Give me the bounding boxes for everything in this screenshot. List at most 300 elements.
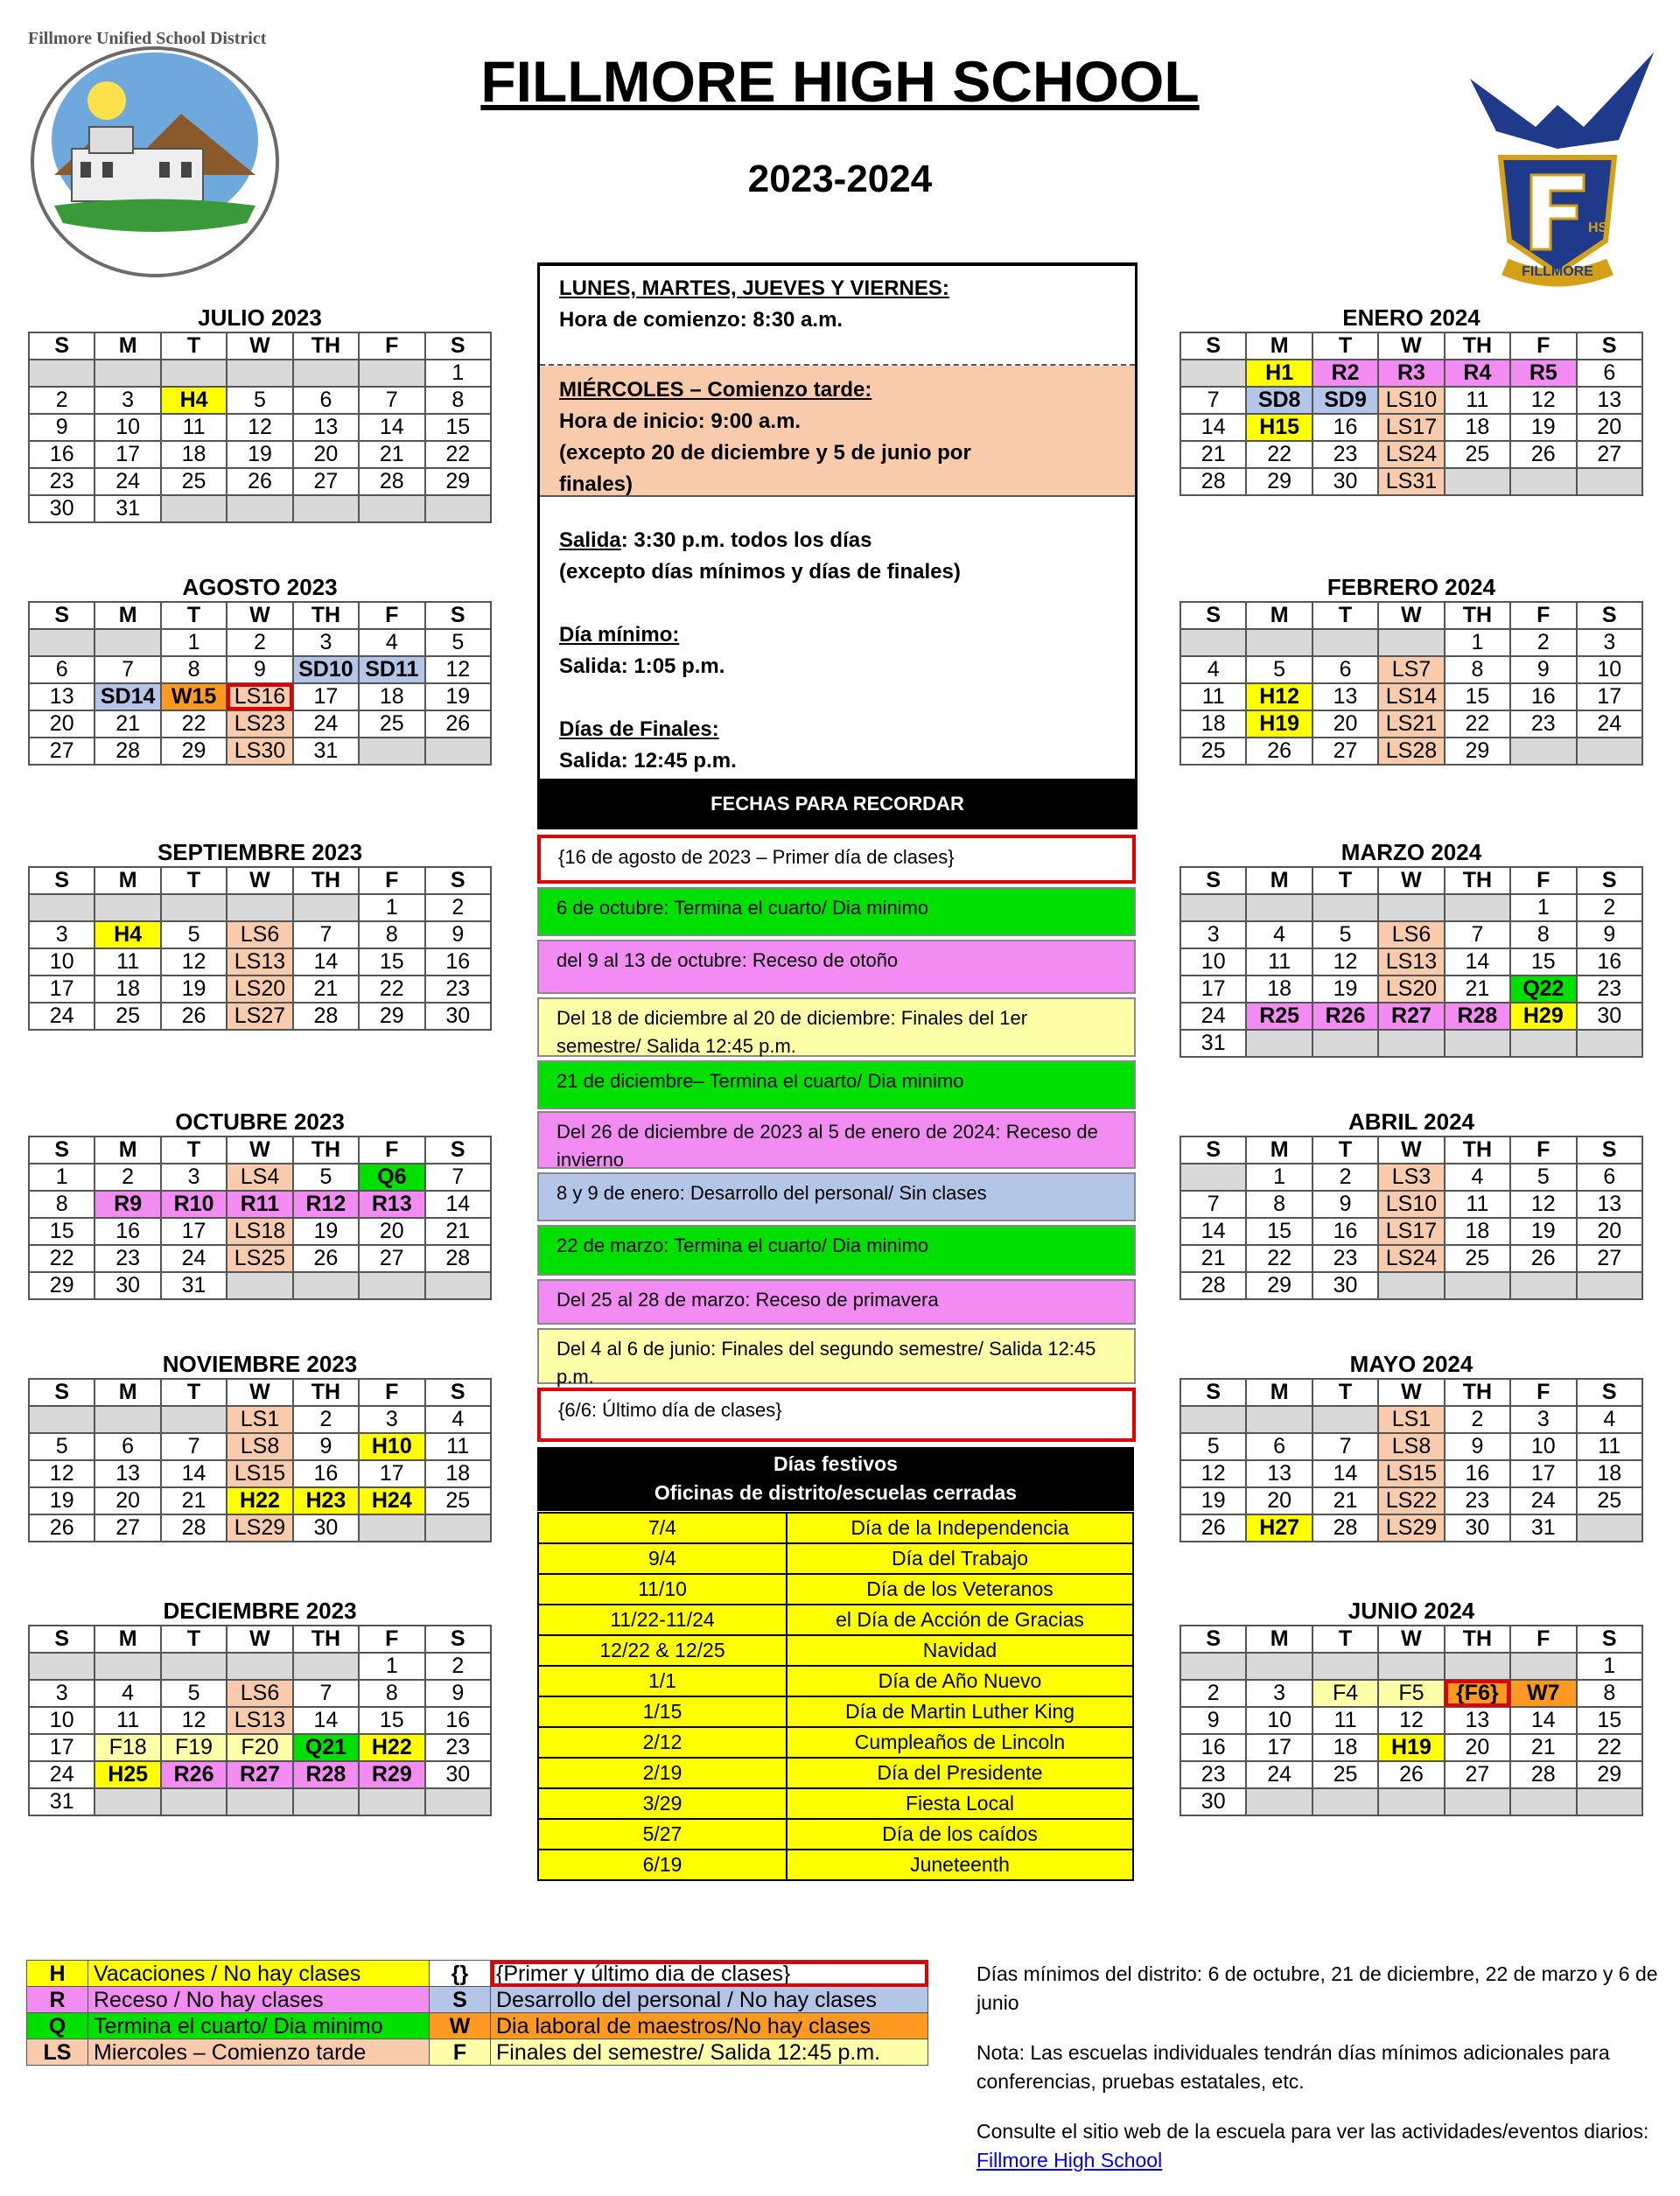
wednesday-schedule-section	[540, 366, 1135, 497]
day-cell: 23	[1445, 1487, 1510, 1514]
day-cell: 2	[425, 894, 491, 921]
day-cell: 27	[293, 468, 359, 495]
day-cell: 7	[1312, 1433, 1378, 1460]
wednesday-start-time: Hora de inicio: 9:00 a.m.	[559, 409, 802, 433]
day-cell: F5	[1378, 1680, 1444, 1707]
weekday-header: TH	[1445, 1379, 1510, 1406]
weekday-header: M	[94, 602, 160, 629]
date-to-remember: Del 18 de diciembre al 20 de diciembre: Finales del 1er semestre/ Salida 12:45 p.m.	[537, 997, 1136, 1057]
week-row	[29, 1680, 491, 1707]
day-cell: 10	[1246, 1707, 1312, 1734]
holiday-name: Navidad	[787, 1635, 1133, 1666]
empty-day-cell	[1312, 1406, 1378, 1433]
weekday-header: S	[29, 867, 94, 894]
holiday-date: 7/4	[538, 1513, 787, 1543]
day-cell: 5	[29, 1433, 94, 1460]
month-may-2024	[1180, 1350, 1643, 1542]
day-cell: 1	[1445, 629, 1510, 656]
day-cell: H29	[1510, 1003, 1576, 1030]
day-cell: 8	[1577, 1680, 1642, 1707]
week-row	[29, 387, 491, 414]
day-cell: 21	[293, 976, 359, 1003]
day-cell: 3	[29, 1680, 94, 1707]
day-cell: LS7	[1378, 656, 1444, 683]
empty-day-cell	[94, 1653, 160, 1680]
wednesday-title: MIÉRCOLES – Comienzo tarde:	[559, 378, 872, 402]
day-cell: 13	[1577, 1191, 1642, 1218]
day-cell: 18	[1445, 414, 1510, 441]
day-cell: 31	[293, 738, 359, 765]
day-cell: 20	[1577, 1218, 1642, 1245]
weekday-header: M	[94, 1136, 160, 1164]
month-grid	[28, 866, 492, 1031]
day-cell: LS18	[227, 1218, 292, 1245]
day-cell: 11	[94, 1707, 160, 1734]
day-cell: R11	[227, 1191, 292, 1218]
legend-row	[27, 1987, 928, 2013]
day-cell: 28	[161, 1514, 227, 1542]
day-cell: R29	[359, 1761, 424, 1788]
empty-day-cell	[1246, 629, 1312, 656]
day-cell: LS8	[1378, 1433, 1444, 1460]
day-cell: 9	[1577, 921, 1642, 948]
week-row	[1180, 1030, 1642, 1057]
empty-day-cell	[1510, 468, 1576, 495]
day-cell: H22	[227, 1487, 292, 1514]
day-cell: SD11	[359, 656, 424, 683]
day-cell: F19	[161, 1734, 227, 1761]
weekday-header: W	[227, 1379, 292, 1406]
page-title: FILLMORE HIGH SCHOOL	[480, 49, 1200, 114]
weekday-header: M	[1246, 1379, 1312, 1406]
day-cell: 1	[161, 629, 227, 656]
legend-text: Finales del semestre/ Salida 12:45 p.m.	[491, 2039, 928, 2066]
day-cell: LS28	[1378, 738, 1444, 765]
weekday-header: S	[1180, 867, 1246, 894]
day-cell: 11	[1246, 948, 1312, 976]
day-cell: 19	[29, 1487, 94, 1514]
empty-day-cell	[29, 360, 94, 387]
day-cell: H23	[293, 1487, 359, 1514]
day-cell: 26	[1246, 738, 1312, 765]
date-to-remember: del 9 al 13 de octubre: Receso de otoño	[537, 940, 1136, 994]
day-cell: LS13	[1378, 948, 1444, 976]
empty-day-cell	[1577, 1030, 1642, 1057]
day-cell: 15	[1510, 948, 1576, 976]
legend-text: Miercoles – Comienzo tarde	[88, 2039, 430, 2066]
week-row	[29, 468, 491, 495]
empty-day-cell	[425, 495, 491, 522]
day-cell: 25	[1445, 441, 1510, 468]
empty-day-cell	[359, 738, 424, 765]
day-cell: 28	[1510, 1761, 1576, 1788]
day-cell: 20	[1246, 1487, 1312, 1514]
empty-day-cell	[1312, 1788, 1378, 1815]
day-cell: 30	[1180, 1788, 1246, 1815]
day-cell: 9	[1312, 1191, 1378, 1218]
day-cell: 23	[1577, 976, 1642, 1003]
day-cell: 28	[293, 1003, 359, 1030]
day-cell: LS30	[227, 738, 292, 765]
schedule-info-box	[537, 262, 1138, 779]
week-row	[1180, 948, 1642, 976]
weekday-header: S	[425, 332, 491, 360]
day-cell: 23	[1180, 1761, 1246, 1788]
dates-to-remember-header: FECHAS PARA RECORDAR	[537, 779, 1138, 829]
empty-day-cell	[227, 1272, 292, 1299]
day-cell: 19	[1312, 976, 1378, 1003]
day-cell: 20	[1312, 710, 1378, 738]
empty-day-cell	[1312, 1653, 1378, 1680]
holidays-header	[537, 1447, 1134, 1511]
day-cell: 1	[359, 894, 424, 921]
empty-day-cell	[293, 1788, 359, 1815]
empty-day-cell	[161, 495, 227, 522]
month-title: ENERO 2024	[1342, 304, 1480, 331]
day-cell: LS29	[1378, 1514, 1444, 1542]
day-cell: 17	[29, 1734, 94, 1761]
weekday-header: S	[29, 1136, 94, 1164]
day-cell: 26	[425, 710, 491, 738]
week-row	[1180, 1272, 1642, 1299]
day-cell: 26	[227, 468, 292, 495]
weekday-header: F	[359, 332, 424, 360]
empty-day-cell	[1378, 894, 1444, 921]
day-cell: H1	[1246, 360, 1312, 387]
day-cell: LS27	[227, 1003, 292, 1030]
finals-day-title: Días de Finales:	[559, 717, 719, 741]
week-row	[1180, 1707, 1642, 1734]
empty-day-cell	[227, 1788, 292, 1815]
day-cell: 20	[1577, 414, 1642, 441]
day-cell: 12	[1378, 1707, 1444, 1734]
day-cell: R26	[1312, 1003, 1378, 1030]
date-to-remember: Del 25 al 28 de marzo: Receso de primavera	[537, 1279, 1136, 1325]
day-cell: F20	[227, 1734, 292, 1761]
date-to-remember: 22 de marzo: Termina el cuarto/ Dia minimo	[537, 1225, 1136, 1276]
day-cell: 6	[29, 656, 94, 683]
day-cell: 19	[1180, 1487, 1246, 1514]
day-cell: 2	[293, 1406, 359, 1433]
weekday-header: F	[359, 1136, 424, 1164]
weekday-header: S	[1577, 867, 1642, 894]
empty-day-cell	[1180, 1653, 1246, 1680]
day-cell: LS10	[1378, 387, 1444, 414]
day-cell: 29	[29, 1272, 94, 1299]
day-cell: 17	[293, 683, 359, 710]
day-cell: 14	[1445, 948, 1510, 976]
weekday-header: F	[359, 867, 424, 894]
day-cell: 17	[29, 976, 94, 1003]
holiday-row	[538, 1850, 1133, 1880]
holiday-name: Día de los caídos	[787, 1819, 1133, 1850]
legend-text: {Primer y último dia de clases}	[491, 1961, 928, 1987]
day-cell: 10	[1510, 1433, 1576, 1460]
week-row	[29, 1272, 491, 1299]
day-cell: 24	[1510, 1487, 1576, 1514]
day-cell: 9	[227, 656, 292, 683]
notes-section	[976, 1960, 1668, 2196]
day-cell: 18	[425, 1460, 491, 1487]
regular-start-time: Hora de comienzo: 8:30 a.m.	[559, 308, 844, 332]
day-cell: 9	[1180, 1707, 1246, 1734]
day-cell: 30	[29, 495, 94, 522]
day-cell: W7	[1510, 1680, 1576, 1707]
day-cell: 21	[425, 1218, 491, 1245]
day-cell: 16	[29, 441, 94, 468]
day-cell: R2	[1312, 360, 1378, 387]
month-september-2023	[28, 838, 492, 1031]
day-cell: 18	[359, 683, 424, 710]
day-cell: 28	[94, 738, 160, 765]
weekday-header: S	[425, 1379, 491, 1406]
day-cell: 6	[1577, 1164, 1642, 1191]
day-cell: 19	[425, 683, 491, 710]
day-cell: 9	[293, 1433, 359, 1460]
day-cell: W15	[161, 683, 227, 710]
day-cell: 11	[1445, 1191, 1510, 1218]
day-cell: LS31	[1378, 468, 1444, 495]
day-cell: 30	[1445, 1514, 1510, 1542]
day-cell: 11	[94, 948, 160, 976]
holiday-row	[538, 1543, 1133, 1574]
day-cell: R9	[94, 1191, 160, 1218]
month-title: SEPTIEMBRE 2023	[157, 839, 363, 865]
week-row	[29, 1003, 491, 1030]
day-cell: 2	[1510, 629, 1576, 656]
day-cell: SD10	[293, 656, 359, 683]
day-cell: 18	[1246, 976, 1312, 1003]
school-website-link[interactable]: Fillmore High School	[976, 2149, 1163, 2172]
day-cell: H19	[1246, 710, 1312, 738]
weekday-header: S	[1180, 602, 1246, 629]
weekday-header: T	[1312, 1626, 1378, 1653]
weekday-header: S	[1180, 1626, 1246, 1653]
day-cell: 1	[1577, 1653, 1642, 1680]
day-cell: 30	[94, 1272, 160, 1299]
day-cell: 21	[359, 441, 424, 468]
day-cell: 13	[94, 1460, 160, 1487]
empty-day-cell	[1510, 738, 1576, 765]
weekday-header: T	[1312, 1379, 1378, 1406]
day-cell: 28	[425, 1245, 491, 1272]
wednesday-exceptions: (excepto 20 de diciembre y 5 de junio por finales)	[559, 441, 971, 496]
weekday-header: S	[29, 602, 94, 629]
holiday-name: Día del Presidente	[787, 1758, 1133, 1788]
weekday-header: S	[29, 1626, 94, 1653]
empty-day-cell	[293, 894, 359, 921]
empty-day-cell	[1378, 1653, 1444, 1680]
empty-day-cell	[1378, 1030, 1444, 1057]
week-row	[1180, 1514, 1642, 1542]
day-cell: 26	[29, 1514, 94, 1542]
day-cell: 19	[1510, 1218, 1576, 1245]
day-cell: LS17	[1378, 1218, 1444, 1245]
month-grid	[28, 1378, 492, 1542]
empty-day-cell	[1445, 1788, 1510, 1815]
day-cell: R26	[161, 1761, 227, 1788]
holiday-row	[538, 1788, 1133, 1819]
day-cell: 12	[1312, 948, 1378, 976]
holiday-name: Juneteenth	[787, 1850, 1133, 1880]
day-cell: 3	[29, 921, 94, 948]
holiday-date: 11/10	[538, 1574, 787, 1605]
weekday-header: M	[94, 332, 160, 360]
day-cell: 30	[425, 1761, 491, 1788]
month-november-2023	[28, 1350, 492, 1542]
day-cell: 18	[161, 441, 227, 468]
weekday-header: TH	[1445, 1136, 1510, 1164]
day-cell: 5	[1312, 921, 1378, 948]
day-cell: 9	[29, 414, 94, 441]
empty-day-cell	[293, 1272, 359, 1299]
holiday-date: 2/12	[538, 1727, 787, 1758]
week-row	[1180, 656, 1642, 683]
week-row	[29, 441, 491, 468]
weekday-header: W	[1378, 1626, 1444, 1653]
empty-day-cell	[1510, 1030, 1576, 1057]
weekday-header: S	[29, 332, 94, 360]
weekday-header: M	[1246, 1626, 1312, 1653]
month-title: AGOSTO 2023	[182, 574, 338, 600]
week-row	[29, 1734, 491, 1761]
day-cell: LS13	[227, 948, 292, 976]
website-note-text: Consulte el sitio web de la escuela para ver las actividades/eventos diarios:	[976, 2120, 1649, 2143]
empty-day-cell	[161, 360, 227, 387]
day-cell: 26	[1510, 441, 1576, 468]
empty-day-cell	[227, 1653, 292, 1680]
day-cell: 29	[425, 468, 491, 495]
empty-day-cell	[1577, 1788, 1642, 1815]
week-row	[29, 1761, 491, 1788]
day-cell: 23	[29, 468, 94, 495]
day-cell: 15	[1246, 1218, 1312, 1245]
holiday-date: 5/27	[538, 1819, 787, 1850]
weekday-header: TH	[293, 332, 359, 360]
day-cell: 20	[29, 710, 94, 738]
month-grid	[28, 332, 492, 523]
day-cell: SD14	[94, 683, 160, 710]
day-cell: 11	[1180, 683, 1246, 710]
holiday-name: Cumpleaños de Lincoln	[787, 1727, 1133, 1758]
holiday-date: 9/4	[538, 1543, 787, 1574]
weekday-header: W	[227, 602, 292, 629]
day-cell: 16	[1577, 948, 1642, 976]
week-row	[1180, 1680, 1642, 1707]
day-cell: 5	[1180, 1433, 1246, 1460]
holiday-row	[538, 1574, 1133, 1605]
day-cell: 14	[1510, 1707, 1576, 1734]
empty-day-cell	[1577, 738, 1642, 765]
eagle-mascot-logo	[1452, 44, 1662, 289]
empty-day-cell	[161, 1788, 227, 1815]
dismissal-label: Salida	[559, 528, 621, 552]
empty-day-cell	[1312, 1030, 1378, 1057]
week-row	[29, 1460, 491, 1487]
legend-text: Dia laboral de maestros/No hay clases	[491, 2013, 928, 2039]
day-cell: H4	[161, 387, 227, 414]
day-cell: Q21	[293, 1734, 359, 1761]
month-april-2024	[1180, 1108, 1643, 1300]
day-cell: 8	[1246, 1191, 1312, 1218]
legend-text: Termina el cuarto/ Dia minimo	[88, 2013, 430, 2039]
week-row	[29, 360, 491, 387]
day-cell: LS14	[1378, 683, 1444, 710]
day-cell: 24	[293, 710, 359, 738]
day-cell: SD8	[1246, 387, 1312, 414]
day-cell: 23	[94, 1245, 160, 1272]
mascot-hs-text: HS	[1588, 220, 1608, 235]
week-row	[1180, 1406, 1642, 1433]
day-cell: 7	[359, 387, 424, 414]
weekday-header: M	[1246, 867, 1312, 894]
day-cell: 15	[29, 1218, 94, 1245]
day-cell: 17	[1577, 683, 1642, 710]
legend-key: {}	[430, 1961, 491, 1987]
day-cell: 14	[1180, 1218, 1246, 1245]
day-cell: 19	[293, 1218, 359, 1245]
day-cell: H15	[1246, 414, 1312, 441]
day-cell: LS24	[1378, 441, 1444, 468]
day-cell: 5	[1246, 656, 1312, 683]
empty-day-cell	[1577, 1272, 1642, 1299]
empty-day-cell	[94, 1788, 160, 1815]
week-row	[29, 921, 491, 948]
day-cell: 2	[1445, 1406, 1510, 1433]
day-cell: R4	[1445, 360, 1510, 387]
week-row	[1180, 1460, 1642, 1487]
day-cell: 14	[161, 1460, 227, 1487]
month-grid	[1180, 332, 1643, 496]
week-row	[29, 1191, 491, 1218]
empty-day-cell	[161, 1653, 227, 1680]
day-cell: F4	[1312, 1680, 1378, 1707]
day-cell: 14	[359, 414, 424, 441]
weekday-header: T	[161, 1136, 227, 1164]
weekday-header: T	[161, 1379, 227, 1406]
day-cell: 30	[1312, 1272, 1378, 1299]
day-cell: 2	[1180, 1680, 1246, 1707]
weekday-header: TH	[293, 602, 359, 629]
month-title: FEBRERO 2024	[1326, 574, 1496, 600]
week-row	[1180, 921, 1642, 948]
day-cell: 12	[227, 414, 292, 441]
day-cell: 24	[161, 1245, 227, 1272]
day-cell: 8	[359, 1680, 424, 1707]
day-cell: LS13	[227, 1707, 292, 1734]
holiday-name: Día de la Independencia	[787, 1513, 1133, 1543]
holiday-date: 1/15	[538, 1696, 787, 1727]
regular-days-title: LUNES, MARTES, JUEVES Y VIERNES:	[559, 276, 949, 300]
day-cell: 16	[94, 1218, 160, 1245]
weekday-header: M	[94, 1626, 160, 1653]
empty-day-cell	[359, 1272, 424, 1299]
day-cell: 3	[1510, 1406, 1576, 1433]
day-cell: 27	[94, 1514, 160, 1542]
legend-key: R	[27, 1987, 88, 2013]
day-cell: R27	[1378, 1003, 1444, 1030]
day-cell: 22	[425, 441, 491, 468]
week-row	[29, 683, 491, 710]
day-cell: 29	[1246, 1272, 1312, 1299]
holiday-row	[538, 1513, 1133, 1543]
empty-day-cell	[1378, 629, 1444, 656]
day-cell: R28	[1445, 1003, 1510, 1030]
day-cell: 19	[161, 976, 227, 1003]
day-cell: 21	[161, 1487, 227, 1514]
week-row	[29, 976, 491, 1003]
day-cell: 25	[1312, 1761, 1378, 1788]
